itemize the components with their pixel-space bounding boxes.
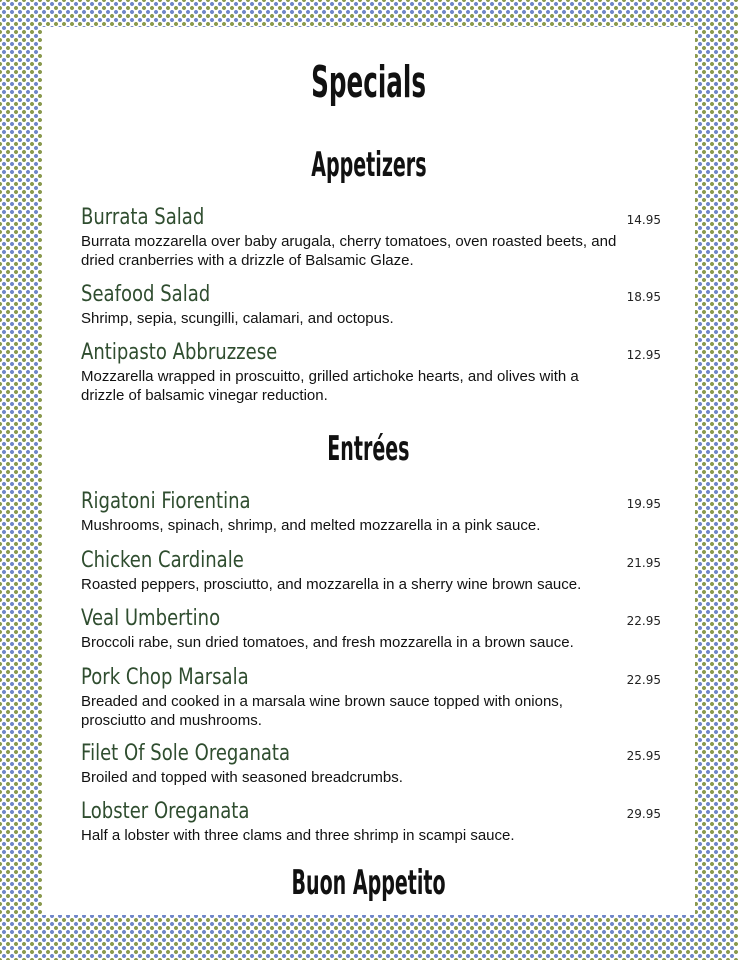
- menu-page: [42, 27, 695, 915]
- menu-title: Specials: [311, 57, 426, 108]
- item-price: 25.95: [626, 749, 661, 763]
- item-description: Broccoli rabe, sun dried tomatoes, and fresh mozzarella in a brown sauce.: [81, 634, 574, 651]
- item-price: 12.95: [626, 348, 661, 362]
- item-name: Filet Of Sole Oreganata: [81, 741, 291, 766]
- item-price: 29.95: [626, 807, 661, 821]
- item-name: Veal Umbertino: [81, 606, 221, 631]
- item-description: Broiled and topped with seasoned breadcrumbs.: [81, 769, 403, 786]
- item-description: Burrata mozzarella over baby arugala, cherry tomatoes, oven roasted beets, and dried cranberries with a drizzle of Balsamic Glaze.: [81, 233, 617, 269]
- item-name: Seafood Salad: [81, 282, 211, 307]
- section-heading-entrees: Entrées: [327, 429, 410, 469]
- item-price: 14.95: [626, 213, 661, 227]
- menu-item: [81, 489, 661, 535]
- item-name: Burrata Salad: [81, 205, 205, 230]
- item-price: 22.95: [626, 614, 661, 628]
- menu-item: [81, 606, 661, 652]
- item-description: Half a lobster with three clams and three shrimp in scampi sauce.: [81, 827, 515, 844]
- item-price: 22.95: [626, 673, 661, 687]
- menu-item: [81, 799, 661, 845]
- closing-text: Buon Appetito: [291, 863, 446, 903]
- item-description: Breaded and cooked in a marsala wine brown sauce topped with onions, prosciutto and mushrooms.: [81, 693, 563, 729]
- item-name: Lobster Oreganata: [81, 799, 250, 824]
- menu-item: [81, 548, 661, 594]
- item-name: Antipasto Abbruzzese: [81, 340, 278, 365]
- menu-item: [81, 205, 661, 270]
- item-price: 19.95: [626, 497, 661, 511]
- item-name: Rigatoni Fiorentina: [81, 489, 251, 514]
- item-description: Mozzarella wrapped in proscuitto, grilled artichoke hearts, and olives with a drizzle of balsamic vinegar reduction.: [81, 368, 579, 404]
- item-name: Chicken Cardinale: [81, 548, 244, 573]
- item-description: Shrimp, sepia, scungilli, calamari, and octopus.: [81, 310, 394, 327]
- item-description: Mushrooms, spinach, shrimp, and melted mozzarella in a pink sauce.: [81, 517, 541, 534]
- menu-item: [81, 665, 661, 730]
- menu-item: [81, 340, 661, 405]
- item-description: Roasted peppers, prosciutto, and mozzarella in a sherry wine brown sauce.: [81, 576, 582, 593]
- menu-item: [81, 282, 661, 328]
- section-heading-appetizers: Appetizers: [310, 145, 427, 185]
- item-price: 18.95: [626, 290, 661, 304]
- item-price: 21.95: [626, 556, 661, 570]
- item-name: Pork Chop Marsala: [81, 665, 249, 690]
- menu-item: [81, 741, 661, 787]
